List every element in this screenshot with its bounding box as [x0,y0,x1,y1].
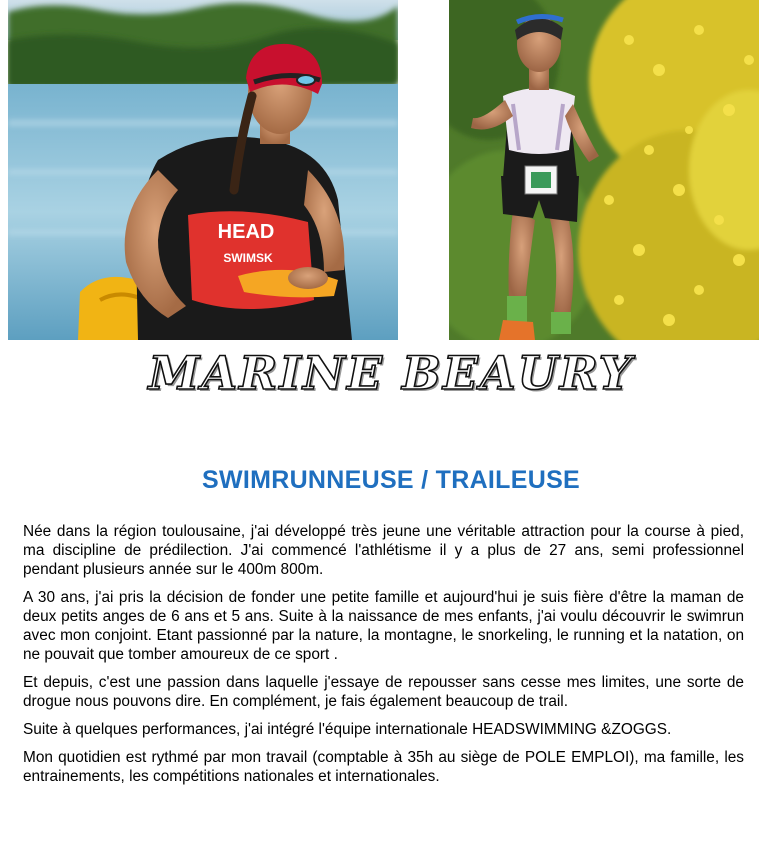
bio-paragraph: Née dans la région toulousaine, j'ai développé très jeune une véritable attraction pour la course à pied, ma discipline de prédilection. J'ai commencé l'athlétisme il y a plus de 27 ans, semi professionnel pendant plusieurs année sur le 400m 800m. [23,523,744,578]
trail-photo-illustration [449,0,759,340]
bio-paragraph: Mon quotidien est rythmé par mon travail (comptable à 35h au siège de POLE EMPLOI), ma famille, les entrainements, les compétitions nationales et internationales. [23,749,744,785]
trail-photo [449,0,759,340]
swimrun-photo-illustration [8,0,398,340]
bio-paragraph: Suite à quelques performances, j'ai intégré l'équipe internationale HEADSWIMMING &ZOGGS. [23,721,672,738]
bio-paragraph: A 30 ans, j'ai pris la décision de fonder une petite famille et aujourd'hui je suis fière d'être la maman de deux petits anges de 6 ans et 5 ans. Suite à la naissance de mes enfants, j'ai voulu découvrir le swimrun avec mon conjoint. Etant passionné par la nature, la montagne, le snorkeling, le running et la natation, on ne pouvait que tomber amoureux de ce sport . [23,589,744,663]
swimrun-photo [8,0,398,340]
athlete-name-heading: MARINE BEAURY [148,346,634,400]
jersey-brand-text: HEAD [217,221,275,243]
discipline-subtitle: SWIMRUNNEUSE / TRAILEUSE [201,466,581,494]
biography-text [23,522,744,795]
jersey-line-text: SWIMSK [223,251,273,265]
bio-paragraph: Et depuis, c'est une passion dans laquelle j'essaye de repousser sans cesse mes limites, une sorte de drogue nous pouvons dire. En complément, je fais également beaucoup de trail. [23,674,744,710]
